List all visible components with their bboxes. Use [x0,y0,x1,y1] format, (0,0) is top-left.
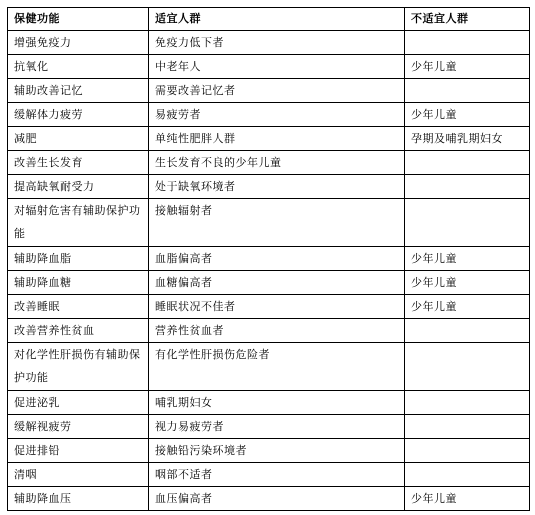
health-function-table [7,7,530,511]
suitable-cell: 有化学性肝损伤危险者 [149,343,405,391]
unsuitable-cell [405,343,530,391]
table-row [8,199,530,247]
column-header-function: 保健功能 [8,8,149,31]
table-row [8,175,530,199]
table-row [8,463,530,487]
function-cell: 辅助改善记忆 [8,79,149,103]
unsuitable-cell: 少年儿童 [405,55,530,79]
function-cell: 缓解视疲劳 [8,415,149,439]
table-row [8,391,530,415]
suitable-cell: 接触铅污染环境者 [149,439,405,463]
suitable-cell: 营养性贫血者 [149,319,405,343]
unsuitable-cell [405,199,530,247]
column-header-unsuitable: 不适宜人群 [405,8,530,31]
suitable-cell: 血糖偏高者 [149,271,405,295]
suitable-cell: 需要改善记忆者 [149,79,405,103]
function-cell: 对化学性肝损伤有辅助保护功能 [8,343,149,391]
unsuitable-cell: 少年儿童 [405,271,530,295]
function-cell: 缓解体力疲劳 [8,103,149,127]
function-cell: 辅助降血糖 [8,271,149,295]
function-cell: 抗氧化 [8,55,149,79]
function-cell: 改善睡眠 [8,295,149,319]
table-row [8,79,530,103]
suitable-cell: 中老年人 [149,55,405,79]
unsuitable-cell: 孕期及哺乳期妇女 [405,127,530,151]
function-cell: 促进排铅 [8,439,149,463]
table-row [8,319,530,343]
function-cell: 改善营养性贫血 [8,319,149,343]
table-row [8,103,530,127]
unsuitable-cell: 少年儿童 [405,103,530,127]
table-row [8,439,530,463]
unsuitable-cell [405,175,530,199]
suitable-cell: 生长发育不良的少年儿童 [149,151,405,175]
function-cell: 对辐射危害有辅助保护功能 [8,199,149,247]
unsuitable-cell: 少年儿童 [405,247,530,271]
table-row [8,151,530,175]
function-cell: 减肥 [8,127,149,151]
function-cell: 增强免疫力 [8,31,149,55]
suitable-cell: 易疲劳者 [149,103,405,127]
table-row [8,487,530,511]
suitable-cell: 血压偏高者 [149,487,405,511]
unsuitable-cell [405,463,530,487]
function-cell: 清咽 [8,463,149,487]
suitable-cell: 哺乳期妇女 [149,391,405,415]
suitable-cell: 接触辐射者 [149,199,405,247]
unsuitable-cell [405,439,530,463]
table-row [8,415,530,439]
suitable-cell: 血脂偏高者 [149,247,405,271]
table-row [8,127,530,151]
table-row [8,295,530,319]
table-row [8,55,530,79]
unsuitable-cell [405,319,530,343]
function-cell: 辅助降血脂 [8,247,149,271]
function-cell: 提高缺氧耐受力 [8,175,149,199]
unsuitable-cell [405,79,530,103]
unsuitable-cell [405,31,530,55]
table-header-row [8,8,530,31]
suitable-cell: 视力易疲劳者 [149,415,405,439]
table-row [8,343,530,391]
suitable-cell: 咽部不适者 [149,463,405,487]
column-header-suitable: 适宜人群 [149,8,405,31]
suitable-cell: 睡眠状况不佳者 [149,295,405,319]
unsuitable-cell [405,415,530,439]
suitable-cell: 免疫力低下者 [149,31,405,55]
unsuitable-cell [405,391,530,415]
unsuitable-cell: 少年儿童 [405,295,530,319]
function-cell: 改善生长发育 [8,151,149,175]
table-row [8,31,530,55]
unsuitable-cell [405,151,530,175]
table-row [8,247,530,271]
unsuitable-cell: 少年儿童 [405,487,530,511]
suitable-cell: 处于缺氧环境者 [149,175,405,199]
function-cell: 促进泌乳 [8,391,149,415]
function-cell: 辅助降血压 [8,487,149,511]
suitable-cell: 单纯性肥胖人群 [149,127,405,151]
table-row [8,271,530,295]
